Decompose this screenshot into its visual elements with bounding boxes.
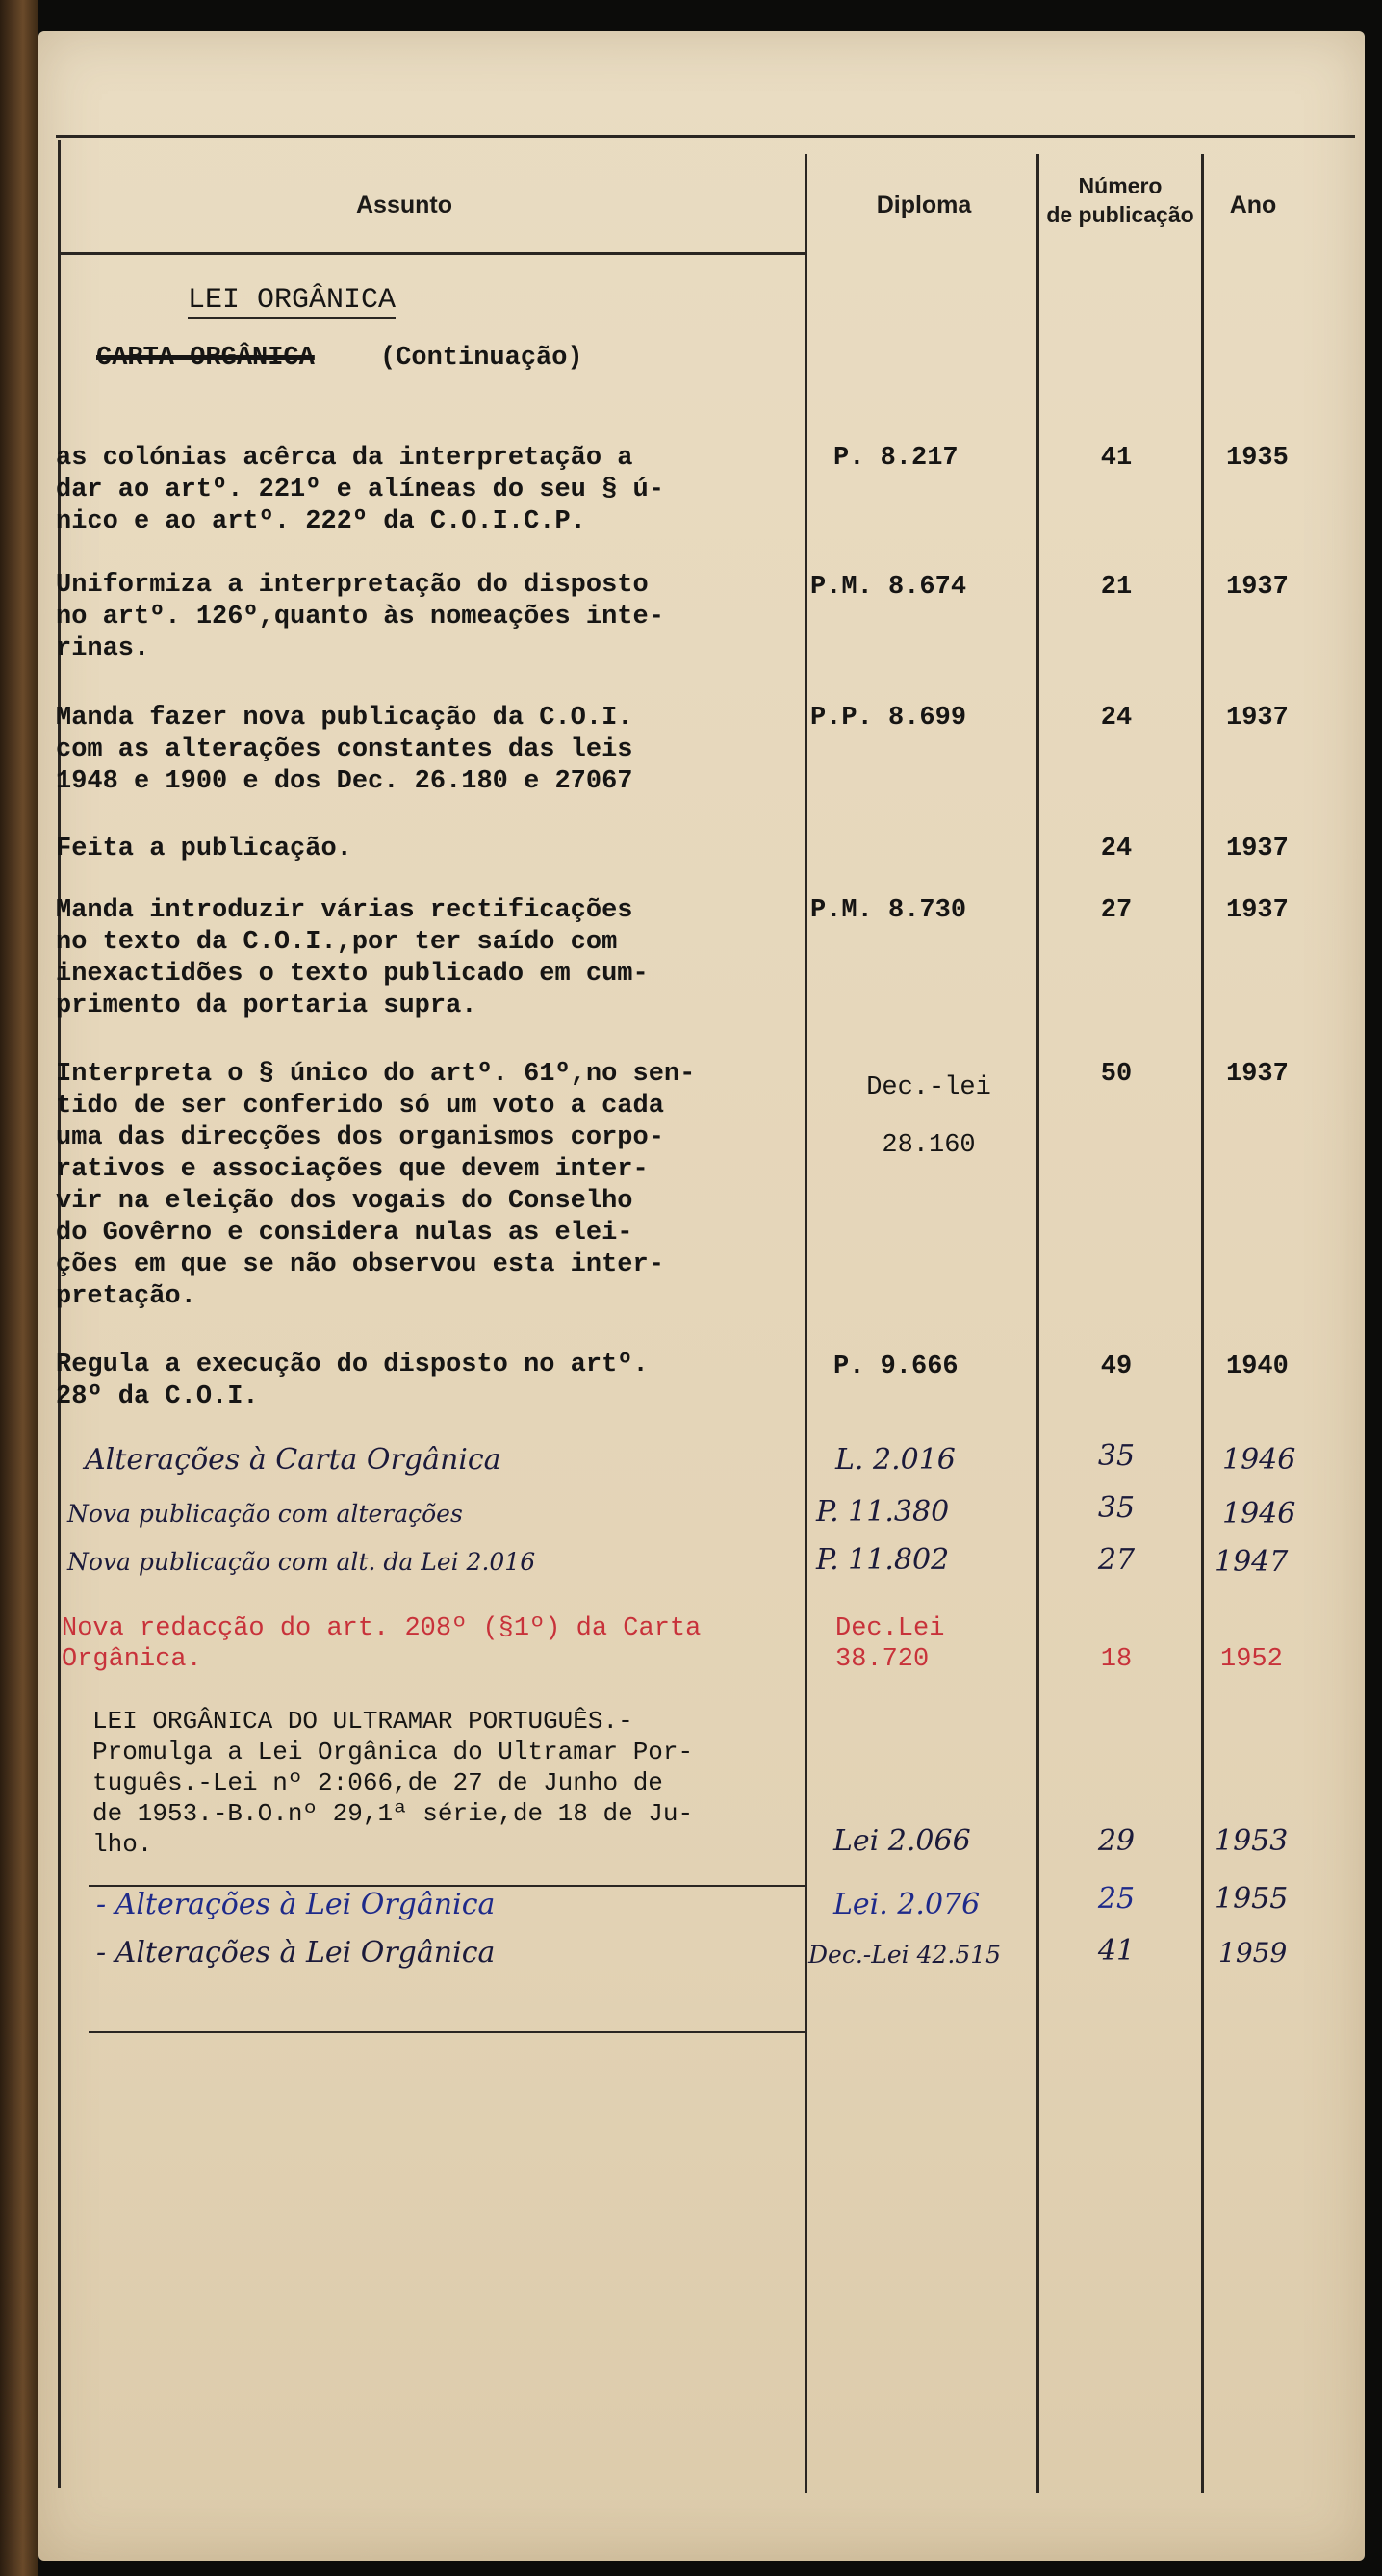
row-1959-diploma: Dec.-Lei 42.515: [808, 1941, 1002, 1969]
row-1940-numero: 49: [1100, 1352, 1133, 1381]
hw-row-1946a-ano: 1946: [1222, 1443, 1296, 1477]
row-1937b-numero: 24: [1100, 704, 1133, 733]
header-bottom-rule: [58, 252, 805, 255]
row-1935-ano: 1935: [1226, 444, 1289, 473]
row-1937e-diploma: Dec.-lei 28.160: [866, 1073, 991, 1160]
col-divider-assunto: [805, 154, 807, 2493]
hw-row-1947-assunto: Nova publicação com alt. da Lei 2.016: [67, 1548, 536, 1576]
header-ano: Ano: [1229, 192, 1277, 219]
row-1937e-numero: 50: [1100, 1060, 1133, 1089]
hw-row-1946a-diploma: L. 2.016: [835, 1443, 956, 1477]
row-1935-assunto: as colónias acêrca da interpretação a dar ao artº. 221º e alíneas do seu § ú- nico e ao artº. 222º da C.O.I.C.P.: [56, 444, 664, 536]
row-1937e-ano: 1937: [1226, 1060, 1289, 1089]
blue-row-1955-diploma: Lei. 2.076: [833, 1888, 981, 1921]
col-divider-diploma: [1036, 154, 1039, 2493]
section-subtitle: (Continuação): [380, 344, 583, 373]
row-1937d-numero: 27: [1100, 896, 1133, 925]
row-1937a-ano: 1937: [1226, 573, 1289, 602]
row-rule-1953: [89, 1885, 805, 1887]
red-row-1952-assunto: Nova redacção do art. 208º (§1º) da Carta Orgânica.: [62, 1614, 702, 1674]
row-1940-assunto: Regula a execução do disposto no artº. 28º da C.O.I.: [56, 1351, 649, 1411]
row-1953-diploma: Lei 2.066: [833, 1824, 971, 1858]
row-1940-diploma: P. 9.666: [833, 1352, 959, 1381]
col-divider-numero: [1201, 154, 1204, 2493]
row-1937d-ano: 1937: [1226, 896, 1289, 925]
row-1937b-assunto: Manda fazer nova publicação da C.O.I. com as alterações constantes das leis 1948 e 1900 e dos Dec. 26.180 e 27067: [56, 704, 633, 796]
row-1959-numero: 41: [1097, 1934, 1136, 1968]
hw-row-1947-ano: 1947: [1215, 1545, 1289, 1579]
red-row-1952-numero: 18: [1100, 1645, 1133, 1674]
row-1937e-assunto: Interpreta o § único do artº. 61º,no sen- tido de ser conferido só um voto a cada uma das direcções dos organismos corpo- rativos e associações que devem inter- vir na eleição dos vogais do Conselho do Govêrno e considera nulas as elei- ções em que se não observou esta inter- pretação.: [56, 1060, 696, 1311]
hw-row-1946b-numero: 35: [1097, 1491, 1136, 1525]
row-1953-ano: 1953: [1215, 1824, 1289, 1858]
top-rule: [56, 135, 1355, 138]
row-1937a-assunto: Uniformiza a interpretação do disposto no artº. 126º,quanto às nomeações inte- rinas.: [56, 571, 664, 663]
row-1937d-diploma: P.M. 8.730: [810, 896, 967, 925]
row-1937c-ano: 1937: [1226, 835, 1289, 863]
row-1937d-assunto: Manda introduzir várias rectificações no texto da C.O.I.,por ter saído com inexactidões o texto publicado em cum- primento da portaria supra.: [56, 896, 649, 1020]
row-1937b-diploma: P.P. 8.699: [810, 704, 967, 733]
header-numero: Número de publicação: [1046, 173, 1194, 227]
blue-row-1955-numero: 25: [1097, 1882, 1136, 1916]
row-1937a-numero: 21: [1100, 573, 1133, 602]
red-row-1952-diploma: Dec.Lei 38.720: [835, 1614, 945, 1674]
blue-row-1955-ano: 1955: [1215, 1882, 1289, 1916]
hw-row-1946b-ano: 1946: [1222, 1497, 1296, 1531]
row-1959-ano: 1959: [1218, 1937, 1288, 1969]
row-1937b-ano: 1937: [1226, 704, 1289, 733]
row-1937c-numero: 24: [1100, 835, 1133, 863]
section-subtitle-struck: CARTA ORGÂNICA: [96, 344, 315, 373]
row-1937c-assunto: Feita a publicação.: [56, 835, 352, 863]
hw-row-1946b-diploma: P. 11.380: [816, 1495, 950, 1529]
row-1959-assunto: - Alterações à Lei Orgânica: [96, 1936, 496, 1970]
hw-row-1946a-numero: 35: [1097, 1439, 1136, 1473]
row-1935-numero: 41: [1100, 444, 1133, 473]
hw-row-1946b-assunto: Nova publicação com alterações: [67, 1500, 463, 1528]
header-diploma: Diploma: [876, 192, 972, 219]
row-1937a-diploma: P.M. 8.674: [810, 573, 967, 602]
row-1935-diploma: P. 8.217: [833, 444, 959, 473]
blue-row-1955-assunto: - Alterações à Lei Orgânica: [96, 1888, 496, 1921]
header-assunto: Assunto: [356, 192, 452, 219]
row-1953-assunto: LEI ORGÂNICA DO ULTRAMAR PORTUGUÊS.- Promulga a Lei Orgânica do Ultramar Por- tuguês.-Lei nº 2:066,de 27 de Junho de de 1953.-B.O.nº 29,1ª série,de 18 de Ju- lho.: [92, 1707, 694, 1859]
section-title: LEI ORGÂNICA: [188, 284, 397, 317]
book-spine-edge: [0, 0, 38, 2576]
red-row-1952-ano: 1952: [1220, 1645, 1283, 1674]
row-1940-ano: 1940: [1226, 1352, 1289, 1381]
row-rule-blue: [89, 2031, 805, 2033]
hw-row-1947-diploma: P. 11.802: [816, 1543, 950, 1577]
hw-row-1946a-assunto: Alterações à Carta Orgânica: [85, 1443, 501, 1477]
hw-row-1947-numero: 27: [1097, 1543, 1136, 1577]
row-1953-numero: 29: [1097, 1824, 1136, 1858]
